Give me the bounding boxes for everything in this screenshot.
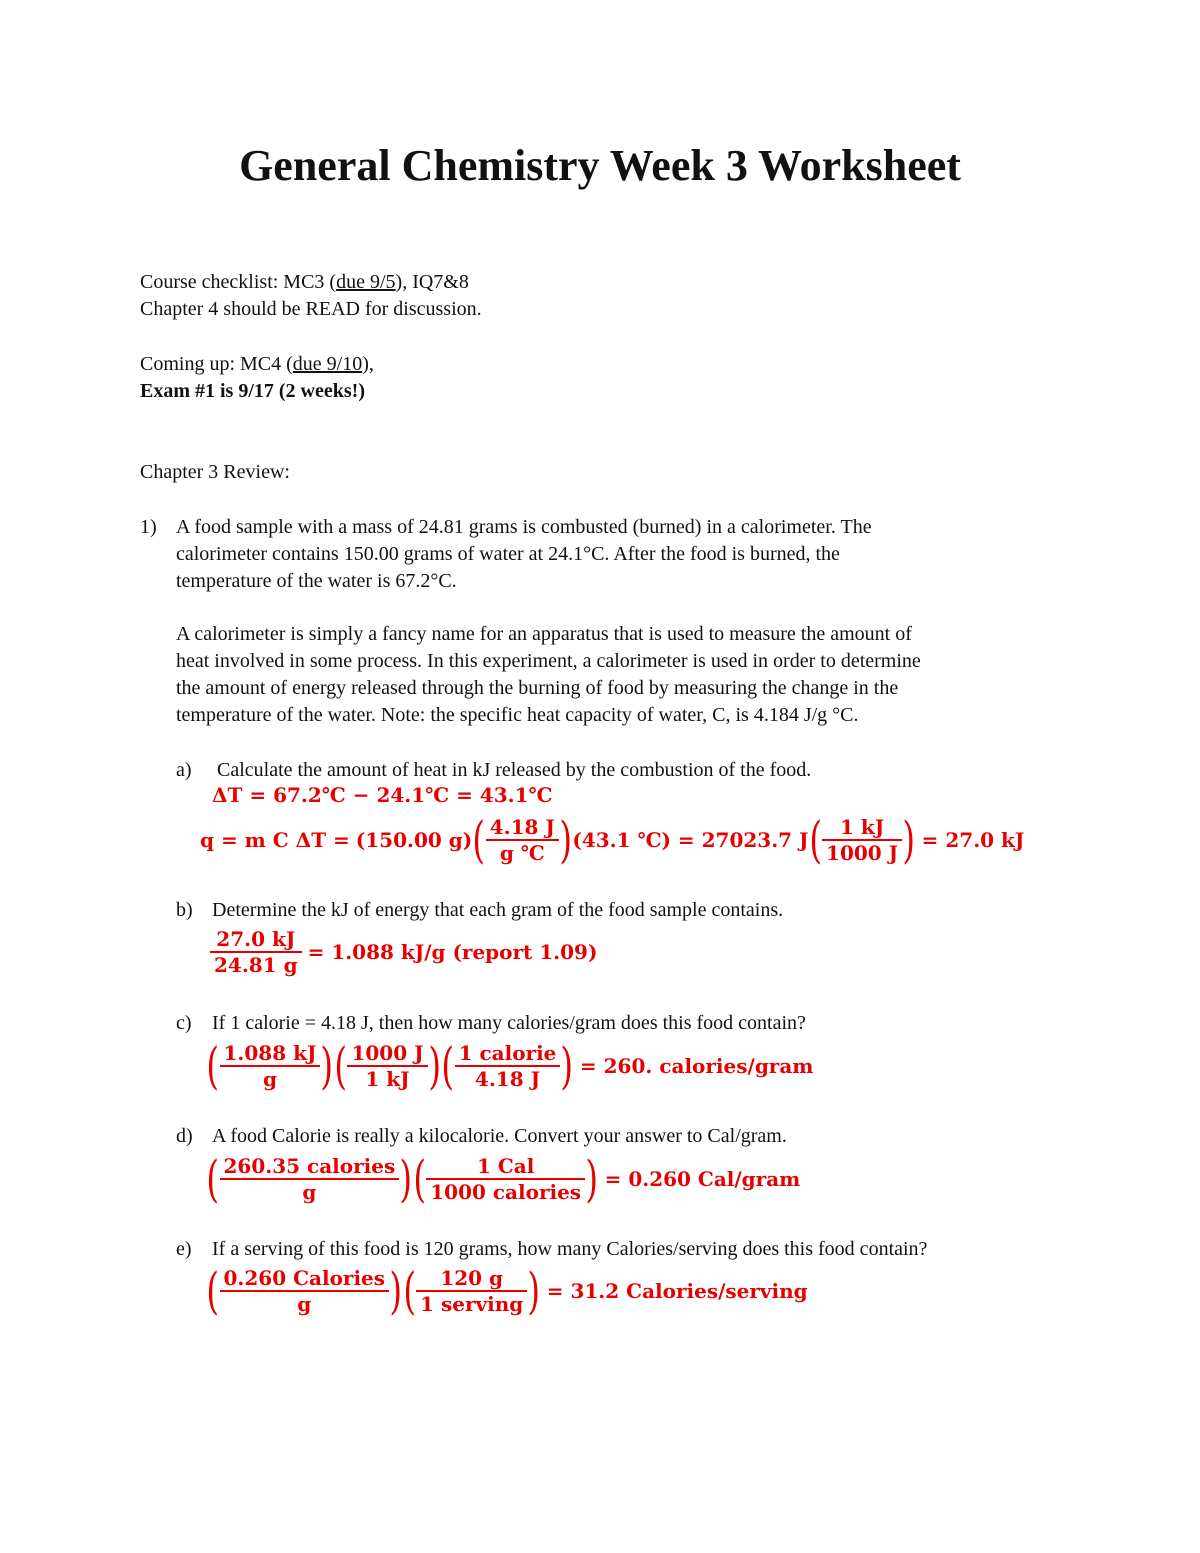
q1-para2-line-2: heat involved in some process. In this experiment, a calorimeter is used in order to determine <box>176 650 921 672</box>
q1-para2-line-3: the amount of energy released through the burning of food by measuring the change in the <box>176 677 899 699</box>
part-a-specific-heat-fraction: $\frac{4.18 J}{g ℃}$ <box>486 815 559 865</box>
part-c-fraction-2: $\frac{1000 J}{1 kJ}$ <box>347 1041 427 1091</box>
part-c-fraction-1: $\frac{1.088 kJ}{g}$ <box>220 1041 321 1091</box>
part-e-label: e) <box>176 1238 192 1260</box>
page-title: General Chemistry Week 3 Worksheet <box>239 141 961 190</box>
part-d-fraction-1: $\frac{\text{260.35 calories}}{g}$ <box>220 1154 400 1204</box>
q1-line-1: A food sample with a mass of 24.81 grams is combusted (burned) in a calorimeter. The <box>176 516 872 538</box>
part-c-fraction-3: $\frac{\text{1 calorie}}{4.18 J}$ <box>455 1041 561 1091</box>
q1-para2-line-4: temperature of the water. Note: the specific heat capacity of water, C, is 4.184 J/g °C. <box>176 704 859 726</box>
part-e-result: = 31.2 Calories/serving <box>546 1279 808 1303</box>
part-b-result: = 1.088 kJ/g (report 1.09) <box>307 940 598 964</box>
q1-line-2: calorimeter contains 150.00 grams of water at 24.1°C. After the food is burned, the <box>176 543 840 565</box>
part-b-label: b) <box>176 899 193 921</box>
part-e-fraction-2: $\frac{120 g}{\text{1 serving}}$ <box>416 1266 527 1316</box>
part-a-heat-equation: q = m C ΔT = (150.00 g) ( $\frac{4.18 J}{g ℃}$ ) (43.1 ℃) = 27023.7 J ( $\frac{1 kJ}{1000 J}$ ) = 27.0 kJ <box>200 811 1025 869</box>
part-c-result: = 260. calories/gram <box>579 1054 814 1078</box>
part-d-result: = 0.260 Cal/gram <box>604 1167 801 1191</box>
part-a-question: Calculate the amount of heat in kJ released by the combustion of the food. <box>217 759 812 781</box>
part-e-equation: ( $\frac{\text{0.260 Calories}}{g}$ ) ( $\frac{120 g}{\text{1 serving}}$ ) = 31.2 Calories/serving <box>206 1262 808 1320</box>
part-e-question: If a serving of this food is 120 grams, how many Calories/serving does this food contain? <box>212 1238 928 1260</box>
course-checklist: Course checklist: MC3 (due 9/5), IQ7&8 <box>140 271 469 293</box>
part-d-label: d) <box>176 1125 193 1147</box>
part-a-temp-change: (43.1 ℃) = 27023.7 J <box>572 828 809 852</box>
part-c-question: If 1 calorie = 4.18 J, then how many calories/gram does this food contain? <box>212 1012 806 1034</box>
part-a-result: = 27.0 kJ <box>921 828 1025 852</box>
part-a-mass: (150.00 g) <box>355 828 473 852</box>
q1-line-3: temperature of the water is 67.2°C. <box>176 570 457 592</box>
chapter4-note: Chapter 4 should be READ for discussion. <box>140 298 482 320</box>
part-b-equation <box>210 924 597 980</box>
part-a-kj-fraction: $\frac{1 kJ}{1000 J}$ <box>822 815 902 865</box>
part-d-equation: ( $\frac{\text{260.35 calories}}{g}$ ) ( $\frac{\text{1 Cal}}{\text{1000 calories}}$ ) = 0.260 Cal/gram <box>206 1150 801 1208</box>
part-e-fraction-1: $\frac{\text{0.260 Calories}}{g}$ <box>220 1266 390 1316</box>
q1-para2-line-1: A calorimeter is simply a fancy name for an apparatus that is used to measure the amount of <box>176 623 912 645</box>
part-d-question: A food Calorie is really a kilocalorie. Convert your answer to Cal/gram. <box>212 1125 787 1147</box>
coming-up-due-date: due 9/10 <box>292 353 363 375</box>
part-d-fraction-2: $\frac{\text{1 Cal}}{\text{1000 calories}}$ <box>426 1154 585 1204</box>
part-b-question: Determine the kJ of energy that each gram of the food sample contains. <box>212 899 784 921</box>
part-a-q-lhs: q = m C ΔT = <box>200 828 350 852</box>
part-c-equation: ( $\frac{1.088 kJ}{g}$ ) ( $\frac{1000 J}{1 kJ}$ ) ( $\frac{\text{1 calorie}}{4.18 J}$ ) = 260. calories/gram <box>206 1037 814 1095</box>
part-b-fraction: $\frac{27.0 kJ}{24.81 g}$ <box>210 927 302 977</box>
chapter3-heading: Chapter 3 Review: <box>140 461 290 483</box>
checklist-due-date: due 9/5 <box>336 271 396 293</box>
q1-number: 1) <box>140 516 157 538</box>
part-c-label: c) <box>176 1012 192 1034</box>
coming-up: Coming up: MC4 (due 9/10), <box>140 353 374 375</box>
part-a-delta-t: ΔT = 67.2℃ − 24.1℃ = 43.1℃ <box>212 783 553 807</box>
exam-notice: Exam #1 is 9/17 (2 weeks!) <box>140 380 365 402</box>
part-a-label: a) <box>176 759 192 781</box>
